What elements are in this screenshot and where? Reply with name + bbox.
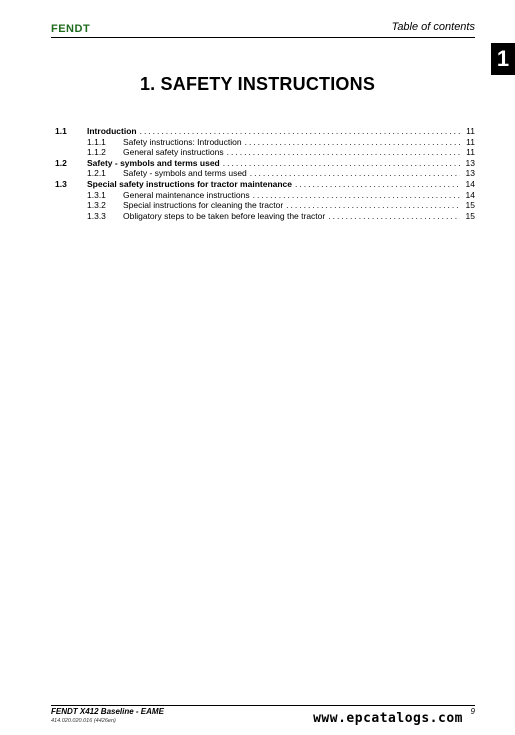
toc-number: 1.3.2: [87, 200, 106, 211]
toc-entry[interactable]: [55, 179, 475, 190]
toc-page-number[interactable]: 15: [465, 200, 475, 211]
toc-page-number[interactable]: 14: [465, 189, 475, 200]
toc-title[interactable]: Obligatory steps to be taken before leaving the tractor: [123, 210, 326, 221]
toc-title[interactable]: Special safety instructions for tractor maintenance: [87, 178, 293, 189]
toc-number: 1.2: [55, 157, 67, 168]
toc-title[interactable]: Introduction: [87, 126, 137, 136]
toc-page-number[interactable]: 13: [465, 157, 475, 168]
toc-page-number[interactable]: 14: [465, 178, 475, 189]
toc-number: 1.1.2: [87, 147, 106, 158]
toc-leader-dots: [223, 158, 460, 169]
toc-page-number[interactable]: 11: [466, 147, 475, 158]
toc-number: 1.3.3: [87, 210, 106, 221]
header-divider: [51, 37, 475, 38]
toc-leader-dots: [140, 126, 460, 137]
toc-title[interactable]: Safety instructions: Introduction: [123, 136, 242, 147]
toc-page-number[interactable]: 13: [465, 168, 475, 179]
toc-number: 1.2.1: [87, 168, 106, 179]
chapter-tab[interactable]: 1: [491, 43, 515, 75]
toc-number: 1.3.1: [87, 189, 106, 200]
watermark: www.epcatalogs.com: [313, 711, 463, 726]
toc-leader-dots: [250, 168, 460, 179]
fendt-logo: FENDT: [51, 23, 91, 35]
toc-title[interactable]: Safety - symbols and terms used: [123, 168, 247, 179]
toc-number: 1.1.1: [87, 136, 106, 147]
toc-title[interactable]: Safety - symbols and terms used: [87, 157, 220, 168]
toc-title[interactable]: General maintenance instructions: [123, 189, 250, 200]
toc-title[interactable]: General safety instructions: [123, 147, 224, 158]
toc-entry[interactable]: [55, 190, 475, 201]
chapter-title: 1. SAFETY INSTRUCTIONS: [139, 74, 376, 94]
section-title: Table of contents: [391, 21, 475, 33]
toc-leader-dots: [286, 200, 460, 211]
toc-leader-dots: [295, 179, 460, 190]
table-of-contents: [55, 126, 475, 221]
toc-leader-dots: [227, 147, 460, 158]
toc-entry[interactable]: [55, 158, 475, 169]
toc-page-number[interactable]: 11: [466, 136, 475, 147]
toc-entry[interactable]: [55, 137, 475, 148]
toc-leader-dots: [328, 211, 460, 222]
toc-page-number[interactable]: 11: [466, 126, 475, 136]
toc-entry[interactable]: [55, 200, 475, 211]
footer-model-name: FENDT X412 Baseline - EAME: [51, 707, 164, 716]
toc-entry[interactable]: [55, 147, 475, 158]
toc-leader-dots: [253, 190, 460, 201]
toc-entry[interactable]: [55, 168, 475, 179]
toc-page-number[interactable]: 15: [465, 210, 475, 221]
footer-document-code: 414.020.020.016 (4426en): [51, 718, 116, 724]
toc-leader-dots: [245, 137, 460, 148]
footer-page-number: 9: [470, 707, 475, 716]
toc-entry[interactable]: [55, 126, 475, 137]
footer-divider: [51, 705, 475, 706]
toc-number: 1.1: [55, 126, 67, 136]
toc-title[interactable]: Special instructions for cleaning the tractor: [123, 200, 284, 211]
toc-number: 1.3: [55, 178, 67, 189]
toc-entry[interactable]: [55, 211, 475, 222]
